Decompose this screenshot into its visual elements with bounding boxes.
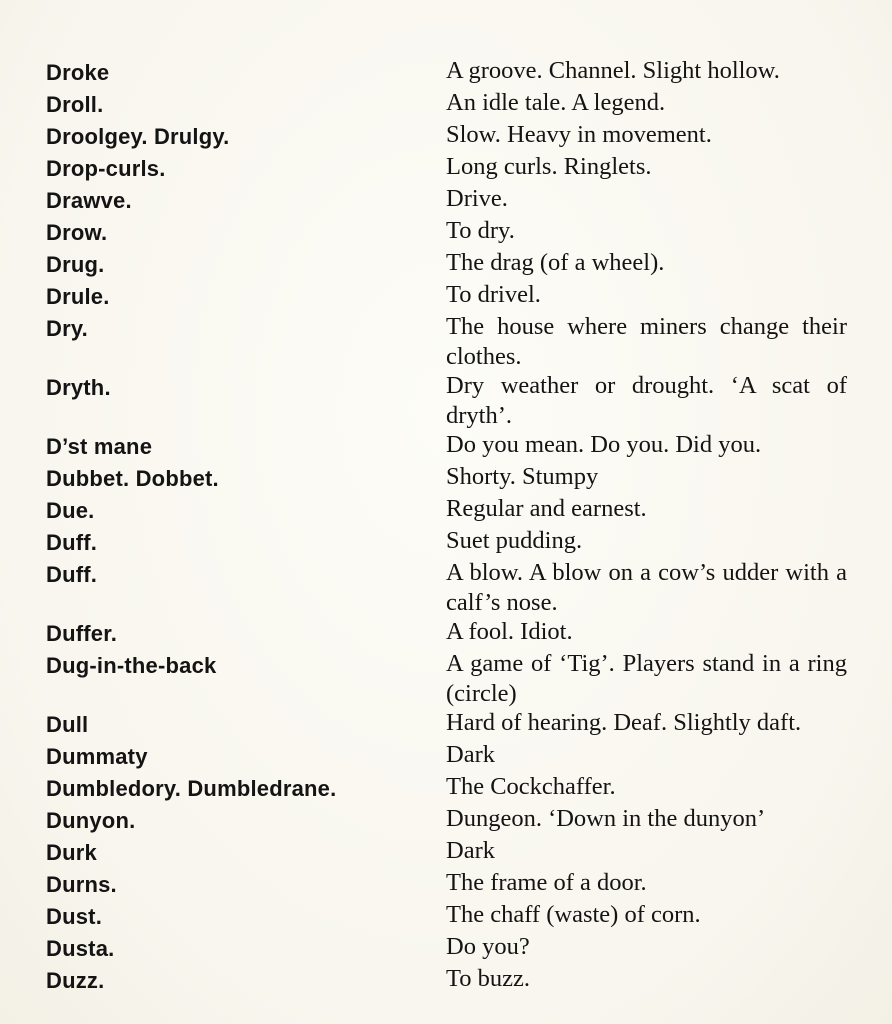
- glossary-term: Durns.: [46, 872, 117, 897]
- glossary-entry: [46, 617, 850, 649]
- glossary-entry: [46, 184, 850, 216]
- glossary-entry: [46, 56, 850, 88]
- glossary-term: D’st mane: [46, 434, 153, 459]
- glossary-entry: [46, 964, 850, 996]
- glossary-term: Dry.: [46, 316, 88, 341]
- glossary-definition: The Cockchaffer.: [446, 773, 616, 800]
- glossary-term: Duffer.: [46, 621, 118, 646]
- glossary-definition: A blow. A blow on a cow’s udder with a calf’s nose.: [446, 559, 847, 616]
- glossary-definition: To drivel.: [446, 281, 541, 308]
- glossary-definition: The chaff (waste) of corn.: [446, 901, 701, 928]
- glossary-term: Drawve.: [46, 188, 132, 213]
- glossary-definition: Suet pudding.: [446, 527, 583, 554]
- glossary-definition: A groove. Channel. Slight hollow.: [446, 57, 780, 84]
- glossary-term: Dunyon.: [46, 808, 136, 833]
- glossary-entry: [46, 932, 850, 964]
- glossary-definition: An idle tale. A legend.: [446, 89, 666, 116]
- glossary-term: Due.: [46, 498, 95, 523]
- glossary-entry: [46, 836, 850, 868]
- glossary-term: Drow.: [46, 220, 108, 245]
- glossary-term: Dummaty: [46, 744, 148, 769]
- glossary-definition: Hard of hearing. Deaf. Slightly daft.: [446, 709, 802, 736]
- glossary-definition: A game of ‘Tig’. Players stand in a ring (circle): [446, 650, 847, 707]
- glossary-entry: [46, 558, 850, 617]
- glossary-term: Droke: [46, 60, 110, 85]
- glossary-entry: [46, 248, 850, 280]
- glossary-term: Drule.: [46, 284, 110, 309]
- glossary-entry: [46, 868, 850, 900]
- glossary-definition: Dark: [446, 741, 495, 768]
- glossary-term: Dryth.: [46, 375, 111, 400]
- glossary-entry: [46, 526, 850, 558]
- glossary-definition: Shorty. Stumpy: [446, 463, 599, 490]
- glossary-definition: Do you?: [446, 933, 530, 960]
- glossary-entry: [46, 804, 850, 836]
- glossary-entry: [46, 216, 850, 248]
- glossary-entry: [46, 772, 850, 804]
- glossary-term: Dull: [46, 712, 89, 737]
- glossary-definition: Dark: [446, 837, 495, 864]
- glossary-term: Durk: [46, 840, 97, 865]
- glossary-term: Drop-curls.: [46, 156, 166, 181]
- glossary-term: Dusta.: [46, 936, 115, 961]
- glossary-term: Dust.: [46, 904, 102, 929]
- glossary-term: Droll.: [46, 92, 104, 117]
- glossary-definition: Dungeon. ‘Down in the dunyon’: [446, 805, 766, 832]
- glossary-entry: [46, 708, 850, 740]
- glossary-entry: [46, 152, 850, 184]
- glossary-definition: To dry.: [446, 217, 515, 244]
- glossary-entry: [46, 900, 850, 932]
- glossary-entry: [46, 462, 850, 494]
- glossary-entry: [46, 494, 850, 526]
- glossary-term: Droolgey. Drulgy.: [46, 124, 230, 149]
- glossary-term: Duzz.: [46, 968, 105, 993]
- glossary-term: Dug-in-the-back: [46, 653, 217, 678]
- glossary-term: Duff.: [46, 562, 98, 587]
- glossary-entry: [46, 430, 850, 462]
- glossary-definition: The frame of a door.: [446, 869, 647, 896]
- glossary-definition: A fool. Idiot.: [446, 618, 573, 645]
- glossary-definition: Slow. Heavy in movement.: [446, 121, 712, 148]
- glossary-list: [46, 56, 850, 996]
- glossary-entry: [46, 280, 850, 312]
- glossary-term: Dumbledory. Dumbledrane.: [46, 776, 337, 801]
- glossary-entry: [46, 312, 850, 371]
- glossary-entry: [46, 371, 850, 430]
- glossary-term: Drug.: [46, 252, 105, 277]
- glossary-definition: Do you mean. Do you. Did you.: [446, 431, 762, 458]
- glossary-definition: Regular and earnest.: [446, 495, 647, 522]
- glossary-term: Dubbet. Dobbet.: [46, 466, 219, 491]
- glossary-entry: [46, 649, 850, 708]
- glossary-definition: Dry weather or drought. ‘A scat of dryth’.: [446, 372, 847, 429]
- glossary-term: Duff.: [46, 530, 98, 555]
- glossary-entry: [46, 88, 850, 120]
- glossary-definition: Long curls. Ringlets.: [446, 153, 652, 180]
- glossary-definition: Drive.: [446, 185, 508, 212]
- glossary-entry: [46, 120, 850, 152]
- glossary-definition: To buzz.: [446, 965, 531, 992]
- glossary-entry: [46, 740, 850, 772]
- glossary-definition: The house where miners change their clothes.: [446, 313, 847, 370]
- glossary-definition: The drag (of a wheel).: [446, 249, 665, 276]
